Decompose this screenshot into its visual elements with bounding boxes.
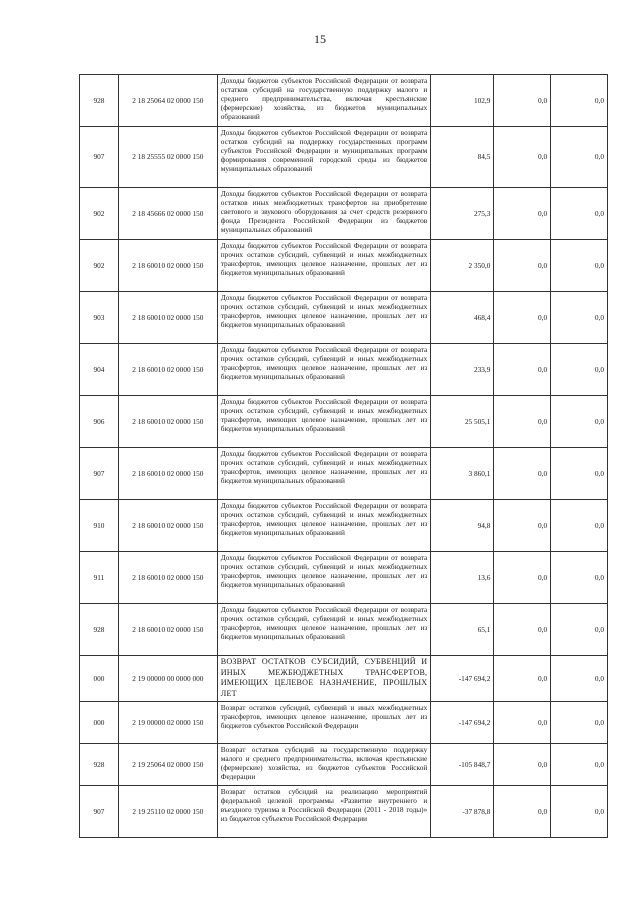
- admin-code-cell: 902: [80, 188, 119, 240]
- revenue-name-cell: Доходы бюджетов субъектов Российской Федерации от возврата прочих остатков субсидий, субвенций и иных межбюджетных трансфертов, имеющих целевое назначение, прошлых лет из бюджетов муниципальных образований: [217, 604, 431, 656]
- admin-code-cell: 902: [80, 240, 119, 292]
- amount-year3-cell: 0,0: [551, 75, 608, 127]
- amount-cell: 468,4: [431, 292, 494, 344]
- admin-code-cell: 928: [80, 744, 119, 786]
- admin-code-cell: 911: [80, 552, 119, 604]
- admin-code-cell: 928: [80, 75, 119, 127]
- amount-year2-cell: 0,0: [494, 500, 551, 552]
- amount-year2-cell: 0,0: [494, 448, 551, 500]
- admin-code-cell: 907: [80, 448, 119, 500]
- admin-code-cell: 000: [80, 656, 119, 702]
- revenue-name-cell: Доходы бюджетов субъектов Российской Федерации от возврата остатков субсидий на поддержку государственных программ субъектов Российской Федерации и муниципальных программ формирования современной городской среды из бюджетов муниципальных образований: [217, 127, 431, 188]
- table-row: [80, 344, 608, 396]
- amount-year3-cell: 0,0: [551, 127, 608, 188]
- amount-cell: -147 694,2: [431, 702, 494, 744]
- budget-classification-code-cell: 2 18 60010 02 0000 150: [118, 292, 217, 344]
- amount-year2-cell: 0,0: [494, 292, 551, 344]
- table-row: [80, 448, 608, 500]
- table-row: [80, 604, 608, 656]
- admin-code-cell: 000: [80, 702, 119, 744]
- revenue-name-cell: Доходы бюджетов субъектов Российской Федерации от возврата прочих остатков субсидий, субвенций и иных межбюджетных трансфертов, имеющих целевое назначение, прошлых лет из бюджетов муниципальных образований: [217, 552, 431, 604]
- admin-code-cell: 907: [80, 786, 119, 838]
- amount-year3-cell: 0,0: [551, 744, 608, 786]
- amount-year3-cell: 0,0: [551, 552, 608, 604]
- amount-year3-cell: 0,0: [551, 656, 608, 702]
- table-row: [80, 500, 608, 552]
- amount-year3-cell: 0,0: [551, 786, 608, 838]
- table-row: [80, 75, 608, 127]
- admin-code-cell: 907: [80, 127, 119, 188]
- budget-classification-code-cell: 2 18 45666 02 0000 150: [118, 188, 217, 240]
- budget-classification-code-cell: 2 19 00000 02 0000 150: [118, 702, 217, 744]
- table-row: [80, 292, 608, 344]
- table-row: [80, 656, 608, 702]
- amount-cell: 233,9: [431, 344, 494, 396]
- budget-classification-code-cell: 2 18 60010 02 0000 150: [118, 448, 217, 500]
- amount-year3-cell: 0,0: [551, 500, 608, 552]
- amount-year3-cell: 0,0: [551, 240, 608, 292]
- amount-cell: 13,6: [431, 552, 494, 604]
- revenue-name-cell: Доходы бюджетов субъектов Российской Федерации от возврата прочих остатков субсидий, субвенций и иных межбюджетных трансфертов, имеющих целевое назначение, прошлых лет из бюджетов муниципальных образований: [217, 344, 431, 396]
- amount-year2-cell: 0,0: [494, 604, 551, 656]
- amount-cell: 102,9: [431, 75, 494, 127]
- amount-year3-cell: 0,0: [551, 292, 608, 344]
- revenue-name-cell: Возврат остатков субсидий на государственную поддержку малого и среднего предпринимательства, включая крестьянские (фермерские) хозяйства, из бюджетов субъектов Российской Федерации: [217, 744, 431, 786]
- amount-cell: -147 694,2: [431, 656, 494, 702]
- amount-cell: 65,1: [431, 604, 494, 656]
- amount-year2-cell: 0,0: [494, 744, 551, 786]
- admin-code-cell: 903: [80, 292, 119, 344]
- amount-year2-cell: 0,0: [494, 552, 551, 604]
- budget-classification-code-cell: 2 19 25110 02 0000 150: [118, 786, 217, 838]
- table-row: [80, 552, 608, 604]
- amount-year2-cell: 0,0: [494, 188, 551, 240]
- revenue-name-cell: Доходы бюджетов субъектов Российской Федерации от возврата прочих остатков субсидий, субвенций и иных межбюджетных трансфертов, имеющих целевое назначение, прошлых лет из бюджетов муниципальных образований: [217, 500, 431, 552]
- admin-code-cell: 928: [80, 604, 119, 656]
- amount-cell: 2 350,0: [431, 240, 494, 292]
- amount-year2-cell: 0,0: [494, 702, 551, 744]
- budget-classification-code-cell: 2 19 00000 00 0000 000: [118, 656, 217, 702]
- table-row: [80, 786, 608, 838]
- amount-year3-cell: 0,0: [551, 604, 608, 656]
- amount-cell: 94,8: [431, 500, 494, 552]
- revenue-name-cell: Доходы бюджетов субъектов Российской Федерации от возврата прочих остатков субсидий, субвенций и иных межбюджетных трансфертов, имеющих целевое назначение, прошлых лет из бюджетов муниципальных образований: [217, 448, 431, 500]
- amount-year3-cell: 0,0: [551, 344, 608, 396]
- revenue-name-cell: Возврат остатков субсидий на реализацию мероприятий федеральной целевой программы «Развитие внутреннего и въездного туризма в Российской Федерации (2011 - 2018 годы)» из бюджетов субъектов Российской Федерации: [217, 786, 431, 838]
- budget-classification-code-cell: 2 18 60010 02 0000 150: [118, 396, 217, 448]
- amount-year3-cell: 0,0: [551, 448, 608, 500]
- amount-year2-cell: 0,0: [494, 127, 551, 188]
- amount-cell: 3 860,1: [431, 448, 494, 500]
- amount-cell: 84,5: [431, 127, 494, 188]
- table-row: [80, 188, 608, 240]
- revenue-name-cell: Доходы бюджетов субъектов Российской Федерации от возврата прочих остатков субсидий, субвенций и иных межбюджетных трансфертов, имеющих целевое назначение, прошлых лет из бюджетов муниципальных образований: [217, 292, 431, 344]
- amount-year3-cell: 0,0: [551, 396, 608, 448]
- budget-classification-code-cell: 2 19 25064 02 0000 150: [118, 744, 217, 786]
- revenue-name-cell: Доходы бюджетов субъектов Российской Федерации от возврата прочих остатков субсидий, субвенций и иных межбюджетных трансфертов, имеющих целевое назначение, прошлых лет из бюджетов муниципальных образований: [217, 396, 431, 448]
- table-row: [80, 702, 608, 744]
- amount-year2-cell: 0,0: [494, 75, 551, 127]
- table-row: [80, 396, 608, 448]
- revenue-table: [79, 74, 608, 838]
- budget-classification-code-cell: 2 18 25064 02 0000 150: [118, 75, 217, 127]
- admin-code-cell: 904: [80, 344, 119, 396]
- admin-code-cell: 906: [80, 396, 119, 448]
- revenue-name-cell: Доходы бюджетов субъектов Российской Федерации от возврата остатков субсидий на государственную поддержку малого и среднего предпринимательства, включая крестьянские (фермерские) хозяйства, из бюджетов муниципальных образований: [217, 75, 431, 127]
- page-number: 15: [314, 32, 326, 46]
- amount-cell: -37 878,8: [431, 786, 494, 838]
- revenue-name-cell: Доходы бюджетов субъектов Российской Федерации от возврата прочих остатков субсидий, субвенций и иных межбюджетных трансфертов, имеющих целевое назначение, прошлых лет из бюджетов муниципальных образований: [217, 240, 431, 292]
- budget-classification-code-cell: 2 18 60010 02 0000 150: [118, 552, 217, 604]
- amount-year2-cell: 0,0: [494, 240, 551, 292]
- amount-cell: 25 505,1: [431, 396, 494, 448]
- amount-cell: 275,3: [431, 188, 494, 240]
- amount-cell: -105 848,7: [431, 744, 494, 786]
- budget-classification-code-cell: 2 18 60010 02 0000 150: [118, 344, 217, 396]
- admin-code-cell: 910: [80, 500, 119, 552]
- table-row: [80, 127, 608, 188]
- budget-classification-code-cell: 2 18 60010 02 0000 150: [118, 240, 217, 292]
- budget-classification-code-cell: 2 18 60010 02 0000 150: [118, 500, 217, 552]
- amount-year3-cell: 0,0: [551, 702, 608, 744]
- amount-year2-cell: 0,0: [494, 396, 551, 448]
- revenue-name-cell: Возврат остатков субсидий, субвенций и иных межбюджетных трансфертов, имеющих целевое назначение, прошлых лет из бюджетов субъектов Российской Федерации: [217, 702, 431, 744]
- amount-year2-cell: 0,0: [494, 656, 551, 702]
- amount-year2-cell: 0,0: [494, 786, 551, 838]
- table-row: [80, 240, 608, 292]
- table-row: [80, 744, 608, 786]
- budget-classification-code-cell: 2 18 60010 02 0000 150: [118, 604, 217, 656]
- revenue-name-cell: ВОЗВРАТ ОСТАТКОВ СУБСИДИЙ, СУБВЕНЦИЙ И ИНЫХ МЕЖБЮДЖЕТНЫХ ТРАНСФЕРТОВ, ИМЕЮЩИХ ЦЕЛЕВОЕ НАЗНАЧЕНИЕ, ПРОШЛЫХ ЛЕТ: [217, 656, 431, 702]
- budget-classification-code-cell: 2 18 25555 02 0000 150: [118, 127, 217, 188]
- revenue-name-cell: Доходы бюджетов субъектов Российской Федерации от возврата остатков иных межбюджетных трансфертов на приобретение светового и звукового оборудования за счет средств резервного фонда Президента Российской Федерации из бюджетов муниципальных образований: [217, 188, 431, 240]
- amount-year3-cell: 0,0: [551, 188, 608, 240]
- amount-year2-cell: 0,0: [494, 344, 551, 396]
